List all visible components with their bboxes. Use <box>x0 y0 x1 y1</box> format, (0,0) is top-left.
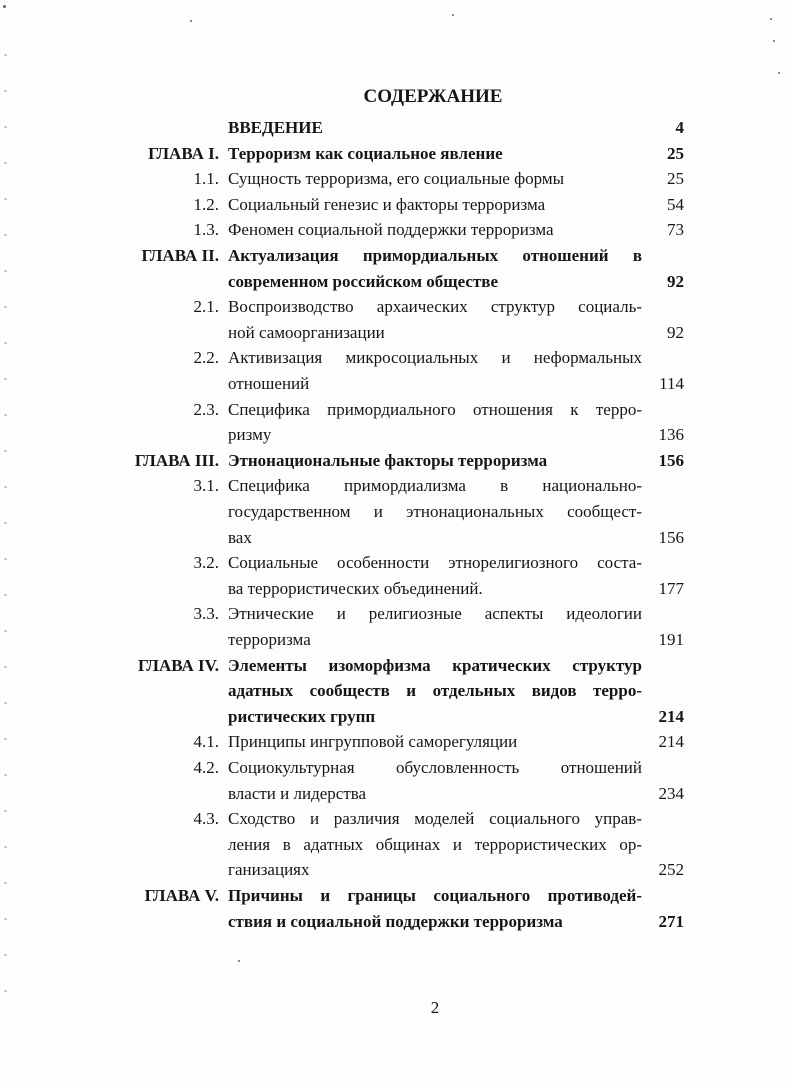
toc-row <box>0 269 792 294</box>
toc-page: 234 <box>658 783 684 803</box>
scan-speck <box>452 14 454 16</box>
toc-title: власти и лидерства <box>228 783 367 803</box>
toc-title: ганизациях <box>228 860 310 880</box>
toc-page: 73 <box>667 220 684 240</box>
toc-page: 4 <box>675 118 684 137</box>
toc-row <box>0 499 792 524</box>
toc-title: ной самоорганизации <box>228 322 385 342</box>
toc-row <box>0 857 792 882</box>
toc-row <box>0 141 792 166</box>
toc-row <box>0 217 792 242</box>
toc-row <box>0 627 792 652</box>
toc-title: ристических групп <box>228 706 376 726</box>
toc-row <box>0 525 792 550</box>
toc-label: 1.1. <box>193 169 219 189</box>
toc-title: ления в адатных общинах и террористических ор- <box>228 834 642 854</box>
toc-row <box>0 909 792 934</box>
toc-title: Социокультурная обусловленность отношений <box>228 758 642 777</box>
scan-speck <box>773 40 775 42</box>
toc-row <box>0 448 792 473</box>
scan-speck <box>238 960 240 962</box>
toc-title: Принципы ингрупповой саморегуляции <box>228 732 518 752</box>
toc-label: 3.2. <box>193 553 219 573</box>
toc-label: 2.2. <box>193 348 219 368</box>
toc-title: Активизация микросоциальных и неформальных <box>228 348 642 368</box>
page-number: 2 <box>430 998 440 1017</box>
toc-label: 2.3. <box>193 399 219 419</box>
toc-title: Социальные особенности этнорелигиозного соста- <box>228 553 642 573</box>
toc-row <box>0 166 792 191</box>
toc-page: 177 <box>658 578 684 598</box>
toc-label: 4.3. <box>193 809 219 829</box>
toc-title: Воспроизводство архаических структур социаль- <box>228 297 642 317</box>
toc-title: Причины и границы социального противодей- <box>228 886 642 905</box>
toc-title: Сходство и различия моделей социального управ- <box>228 809 642 829</box>
toc-page: 191 <box>658 630 684 649</box>
toc-title: Этнические и религиозные аспекты идеологии <box>228 604 642 624</box>
toc-label: 3.3. <box>193 604 219 624</box>
toc-row <box>0 806 792 831</box>
toc-row <box>0 601 792 626</box>
toc-row <box>0 576 792 601</box>
toc-title: государственном и этнонациональных сообщест- <box>228 502 642 521</box>
scan-speck <box>778 72 780 74</box>
scan-speck <box>3 5 6 8</box>
toc-title: Элементы изоморфизма кратических структур <box>228 655 642 675</box>
toc-row <box>0 320 792 345</box>
toc-page: 92 <box>667 322 684 342</box>
toc-page: 92 <box>667 271 684 291</box>
toc-page: 54 <box>667 194 684 214</box>
toc-label: ГЛАВА III. <box>134 450 219 470</box>
toc-page: 214 <box>658 732 684 752</box>
toc-label: ГЛАВА I. <box>148 143 219 163</box>
toc-page: 252 <box>658 860 684 880</box>
toc-row <box>0 883 792 908</box>
toc-row <box>0 832 792 857</box>
toc-title: ствия и социальной поддержки терроризма <box>228 911 563 931</box>
toc-row <box>0 294 792 319</box>
toc-label: 4.1. <box>193 732 219 752</box>
toc-title: Феномен социальной поддержки терроризма <box>228 220 554 240</box>
toc-label: ГЛАВА V. <box>144 886 219 905</box>
toc-row <box>0 550 792 575</box>
toc-title: Терроризм как социальное явление <box>228 143 503 163</box>
toc-row <box>0 243 792 268</box>
toc-label: ГЛАВА II. <box>141 246 219 265</box>
toc-label: 1.3. <box>193 220 219 240</box>
toc-row <box>0 115 792 140</box>
toc-row <box>0 755 792 780</box>
toc-page: 25 <box>667 143 684 163</box>
toc-title: адатных сообществ и отдельных видов терро- <box>228 681 642 701</box>
toc-title: Специфика примордиального отношения к терро- <box>228 399 642 419</box>
page-title: СОДЕРЖАНИЕ <box>363 86 503 107</box>
toc-label: 2.1. <box>193 297 219 317</box>
toc-row <box>0 422 792 447</box>
toc-page: 214 <box>658 706 684 726</box>
toc-title: современном российском обществе <box>228 271 499 291</box>
toc-page: 156 <box>658 527 684 547</box>
toc-row <box>0 345 792 370</box>
toc-row <box>0 371 792 396</box>
toc-row <box>0 704 792 729</box>
toc-page: 25 <box>667 169 684 189</box>
toc-page: 156 <box>658 450 684 470</box>
toc-row <box>0 192 792 217</box>
toc-title: Социальный генезис и факторы терроризма <box>228 194 546 214</box>
toc-title: ВВЕДЕНИЕ <box>228 118 323 137</box>
toc-page: 114 <box>659 374 684 393</box>
toc-label: 1.2. <box>193 194 219 214</box>
toc-title: отношений <box>228 374 310 393</box>
toc-page: 136 <box>658 425 684 445</box>
toc-title: Этнонациональные факторы терроризма <box>228 450 548 470</box>
toc-title: ва террористических объединений. <box>228 578 483 598</box>
toc-title: Сущность терроризма, его социальные формы <box>228 169 565 189</box>
toc-label: ГЛАВА IV. <box>138 655 219 675</box>
scan-speck <box>190 20 192 22</box>
toc-title: Актуализация примордиальных отношений в <box>228 246 642 265</box>
toc-title: терроризма <box>228 630 311 649</box>
toc-row <box>0 397 792 422</box>
toc-row <box>0 781 792 806</box>
toc-title: вах <box>228 527 252 547</box>
toc-row <box>0 653 792 678</box>
toc-row <box>0 678 792 703</box>
toc-row <box>0 473 792 498</box>
toc-title: Специфика примордиализма в национально- <box>228 476 642 496</box>
toc-title: ризму <box>228 425 272 445</box>
toc-label: 3.1. <box>193 476 219 496</box>
toc-row <box>0 729 792 754</box>
toc-label: 4.2. <box>193 758 219 777</box>
scan-speck <box>770 18 772 20</box>
toc-page: 271 <box>658 911 684 931</box>
